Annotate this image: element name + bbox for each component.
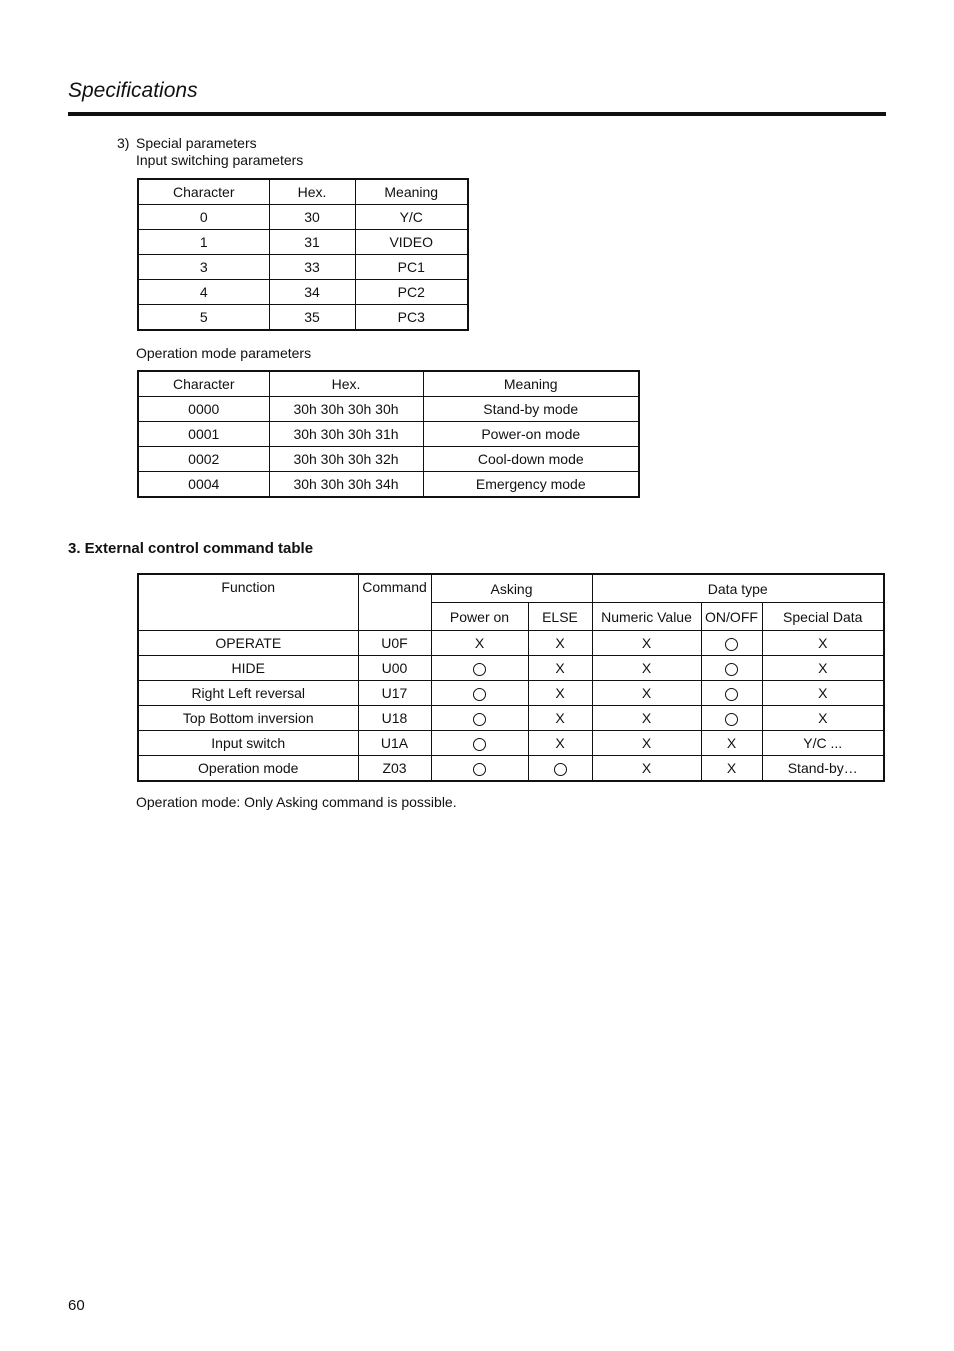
table-row <box>138 255 468 280</box>
circle-mark-cell <box>431 756 528 782</box>
table-cell: Cool-down mode <box>423 447 639 472</box>
circle-icon <box>473 713 486 726</box>
command-cell: Z03 <box>358 756 431 782</box>
table-row <box>138 305 468 331</box>
circle-mark-cell <box>701 681 762 706</box>
circle-icon <box>725 638 738 651</box>
table-cell: 30h 30h 30h 32h <box>269 447 423 472</box>
table-cell: 0 <box>138 205 269 230</box>
asking-header: Asking <box>431 574 592 603</box>
table-cell: 0004 <box>138 472 269 498</box>
power-on-header: Power on <box>431 603 528 631</box>
table-cell: 34 <box>269 280 355 305</box>
header-divider <box>68 112 886 116</box>
circle-icon <box>473 763 486 776</box>
page-header-title: Specifications <box>68 79 198 102</box>
numeric-cell: X <box>592 631 701 656</box>
table-cell: 30 <box>269 205 355 230</box>
circle-mark-cell <box>431 656 528 681</box>
special-cell: X <box>762 706 884 731</box>
numeric-cell: X <box>592 656 701 681</box>
table-cell: 35 <box>269 305 355 331</box>
table-row <box>138 280 468 305</box>
table-row <box>138 681 884 706</box>
input-table-header-row <box>138 179 468 205</box>
command-cell: U18 <box>358 706 431 731</box>
on-off-header: ON/OFF <box>701 603 762 631</box>
numeric-cell: X <box>592 756 701 782</box>
numeric-cell: X <box>592 681 701 706</box>
data-type-header: Data type <box>592 574 884 603</box>
table-cell: 30h 30h 30h 30h <box>269 397 423 422</box>
function-cell: OPERATE <box>138 631 358 656</box>
table-cell: PC2 <box>355 280 468 305</box>
table-row <box>138 230 468 255</box>
circle-mark-cell <box>431 706 528 731</box>
table-cell: 0000 <box>138 397 269 422</box>
column-header: Hex. <box>269 371 423 397</box>
numeric-cell: X <box>592 731 701 756</box>
table-cell: VIDEO <box>355 230 468 255</box>
operation-table-header-row <box>138 371 639 397</box>
table-cell: 33 <box>269 255 355 280</box>
table-cell: 4 <box>138 280 269 305</box>
special-cell: Stand-by… <box>762 756 884 782</box>
circle-icon <box>473 688 486 701</box>
table-row <box>138 397 639 422</box>
special-cell: X <box>762 681 884 706</box>
else-cell: X <box>528 706 592 731</box>
column-header: Character <box>138 179 269 205</box>
command-cell: U1A <box>358 731 431 756</box>
function-cell: Right Left reversal <box>138 681 358 706</box>
column-header: Meaning <box>355 179 468 205</box>
function-cell: Top Bottom inversion <box>138 706 358 731</box>
operation-mode-table <box>137 370 640 498</box>
input-switching-table <box>137 178 469 331</box>
column-header: Hex. <box>269 179 355 205</box>
page-number: 60 <box>68 1297 85 1314</box>
table-cell: 0001 <box>138 422 269 447</box>
table-row <box>138 656 884 681</box>
else-header: ELSE <box>528 603 592 631</box>
table-row <box>138 706 884 731</box>
onoff-cell: X <box>701 731 762 756</box>
table-row <box>138 756 884 782</box>
section-heading: 3. External control command table <box>68 540 314 557</box>
else-cell: X <box>528 656 592 681</box>
numeric-value-header: Numeric Value <box>592 603 701 631</box>
circle-mark-cell <box>701 706 762 731</box>
footnote: Operation mode: Only Asking command is possible. <box>136 794 457 810</box>
else-cell: X <box>528 631 592 656</box>
table-cell: 3 <box>138 255 269 280</box>
else-cell: X <box>528 681 592 706</box>
circle-icon <box>725 663 738 676</box>
table-cell: Stand-by mode <box>423 397 639 422</box>
circle-icon <box>473 738 486 751</box>
special-cell: X <box>762 656 884 681</box>
circle-mark-cell <box>528 756 592 782</box>
table-row <box>138 447 639 472</box>
function-cell: HIDE <box>138 656 358 681</box>
column-header: Meaning <box>423 371 639 397</box>
table-row <box>138 205 468 230</box>
table-cell: 30h 30h 30h 34h <box>269 472 423 498</box>
table-row <box>138 631 884 656</box>
table-cell: PC1 <box>355 255 468 280</box>
table-cell: Y/C <box>355 205 468 230</box>
operation-table-caption: Operation mode parameters <box>136 345 312 361</box>
command-cell: U0F <box>358 631 431 656</box>
circle-icon <box>725 713 738 726</box>
table-cell: 1 <box>138 230 269 255</box>
table-cell: Power-on mode <box>423 422 639 447</box>
power-on-cell: X <box>431 631 528 656</box>
table-row <box>138 422 639 447</box>
table-cell: Emergency mode <box>423 472 639 498</box>
function-cell: Input switch <box>138 731 358 756</box>
subsection-title: Special parameters <box>136 135 257 151</box>
table-cell: 0002 <box>138 447 269 472</box>
command-table-header-row <box>138 574 884 603</box>
function-header: Function <box>138 574 358 631</box>
special-data-header: Special Data <box>762 603 884 631</box>
function-cell: Operation mode <box>138 756 358 782</box>
table-cell: PC3 <box>355 305 468 331</box>
table-cell: 5 <box>138 305 269 331</box>
command-header: Command <box>358 574 431 631</box>
numeric-cell: X <box>592 706 701 731</box>
table-row <box>138 731 884 756</box>
circle-icon <box>473 663 486 676</box>
table-row <box>138 472 639 498</box>
circle-mark-cell <box>431 681 528 706</box>
special-cell: Y/C ... <box>762 731 884 756</box>
circle-mark-cell <box>701 656 762 681</box>
circle-mark-cell <box>701 631 762 656</box>
input-table-caption: Input switching parameters <box>136 152 304 168</box>
circle-icon <box>725 688 738 701</box>
table-cell: 31 <box>269 230 355 255</box>
command-table <box>137 573 885 782</box>
column-header: Character <box>138 371 269 397</box>
circle-mark-cell <box>431 731 528 756</box>
else-cell: X <box>528 731 592 756</box>
circle-icon <box>554 763 567 776</box>
onoff-cell: X <box>701 756 762 782</box>
table-cell: 30h 30h 30h 31h <box>269 422 423 447</box>
command-cell: U17 <box>358 681 431 706</box>
command-cell: U00 <box>358 656 431 681</box>
subsection-number: 3) <box>117 135 130 151</box>
special-cell: X <box>762 631 884 656</box>
